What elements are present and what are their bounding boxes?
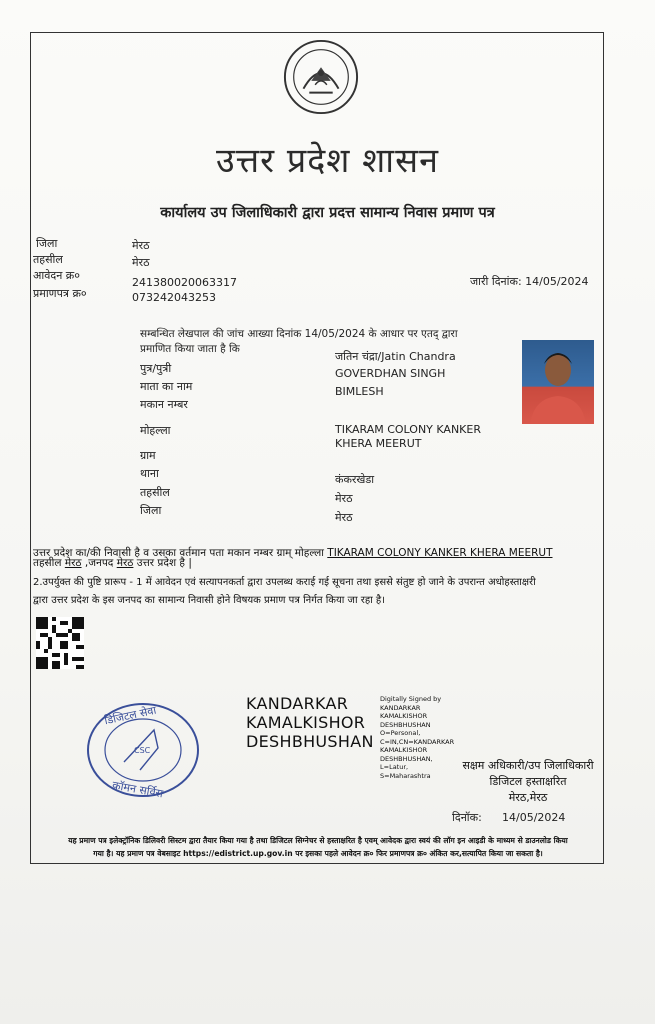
name-value: जतिन चंद्रा/Jatin Chandra xyxy=(335,350,456,363)
confirmation-line-1: 2.उपर्युक्त की पुष्टि प्रारूप - 1 में आवेदन एवं सत्यापनकर्ता द्वारा उपलब्ध कराई गई सूचना तथा इससे संतुष्ट हो जाने के उपरान्त अधोहस्ताक्षरी xyxy=(33,577,536,588)
digital-line: DESHBHUSHAN, xyxy=(380,754,433,763)
signature-date-value: 14/05/2024 xyxy=(502,811,566,824)
applicant-photo-icon xyxy=(522,340,594,424)
district-detail-value: मेरठ xyxy=(335,511,353,524)
signatory-name-line2: KAMALKISHOR xyxy=(246,713,366,732)
confirmation-line-2: द्वारा उत्तर प्रदेश के इस जनपद का सामान्य निवासी होने विषयक प्रमाण पत्र निर्गत किया जा रहा है। xyxy=(33,595,386,606)
digital-line: C=IN,CN=KANDARKAR xyxy=(380,737,455,746)
certificate-no-label: प्रमाणपत्र क्र० xyxy=(33,287,87,300)
state-text: उत्तर प्रदेश है | xyxy=(136,557,192,569)
certificate-subtitle: कार्यालय उप जिलाधिकारी द्वारा प्रदत्त सामान्य निवास प्रमाण पत्र xyxy=(160,205,495,221)
footer-line-1: यह प्रमाण पत्र इलेक्ट्रॉनिक डिलिवरी सिस्टम द्वारा तैयार किया गया है तथा डिजिटल सिग्नेचर से हस्ताक्षरित है एवम् आवेदक द्वारा स्वयं की लॉग इन आइडी के माध्यम से डाउनलोड किया xyxy=(68,836,568,845)
stamp-text-mid: CSC xyxy=(134,746,151,755)
district-value: मेरठ xyxy=(132,239,150,252)
father-label: पुत्र/पुत्री xyxy=(140,362,172,375)
digital-line: KAMALKISHOR xyxy=(380,746,428,754)
digital-line: O=Personal, xyxy=(380,729,421,737)
village-label: ग्राम xyxy=(140,449,156,462)
tehsil-line xyxy=(33,556,603,571)
tehsil-label: तहसील xyxy=(33,253,63,266)
application-no-label: आवेदन क्र० xyxy=(33,269,80,282)
intro-line-1: सम्बन्धित लेखपाल की जांच आख्या दिनांक 14/05/2024 के आधार पर एतद् द्वारा xyxy=(140,328,458,340)
up-government-emblem-icon xyxy=(282,38,360,116)
digital-signature-details xyxy=(380,695,454,780)
mohalla-label: मोहल्ला xyxy=(140,424,171,437)
signatory-name-line1: KANDARKAR xyxy=(246,694,349,713)
digital-line: S=Maharashtra xyxy=(380,771,431,780)
officer-designation: सक्षम अधिकारी/उप जिलाधिकारी xyxy=(462,759,594,772)
qr-code-icon xyxy=(36,616,84,670)
certificate-footer xyxy=(32,834,604,860)
applicant-photo xyxy=(522,340,594,424)
digital-line: KANDARKAR xyxy=(380,703,421,712)
tehsil-value: मेरठ xyxy=(132,256,150,269)
signatory-name xyxy=(246,694,374,751)
tehsil-detail-value: मेरठ xyxy=(335,492,353,505)
stamp-text-bottom: कॉमन सर्विस xyxy=(111,778,165,801)
tehsil-underlined: मेरठ xyxy=(64,557,82,569)
digital-line: KAMALKISHOR xyxy=(380,712,428,720)
intro-line-2: प्रमाणित किया जाता है कि xyxy=(140,343,240,355)
signature-date-label: दिनॉक: xyxy=(452,811,482,824)
digital-line: DESHBHUSHAN xyxy=(380,720,431,729)
house-label: मकान नम्बर xyxy=(140,398,188,411)
mother-value: BIMLESH xyxy=(335,385,384,398)
digital-line: Digitally Signed by xyxy=(380,695,442,703)
district-detail-label: जिला xyxy=(140,504,162,517)
mohalla-value-line1: TIKARAM COLONY KANKER xyxy=(335,423,481,436)
mohalla-value-line2: KHERA MEERUT xyxy=(335,437,422,450)
father-value: GOVERDHAN SINGH xyxy=(335,367,446,380)
district-text: ,जनपद xyxy=(84,557,114,569)
district-underlined: मेरठ xyxy=(116,557,134,569)
footer-line-2: गया है। यह प्रमाण पत्र वेबसाइट https://edistrict.up.gov.in पर इसका पहले आवेदन क्र० फिर प्रमाणपत्र क्र० अंकित कर,सत्यापित किया जा सकता है। xyxy=(93,849,543,858)
mother-label: माता का नाम xyxy=(140,380,193,393)
signatory-name-line3: DESHBHUSHAN xyxy=(246,732,374,751)
issue-date: जारी दिनांक: 14/05/2024 xyxy=(470,275,589,288)
district-label: जिला xyxy=(36,237,58,250)
stamp-text-top: डिजिटल सेवा xyxy=(103,703,158,728)
application-no-value: 241380020063317 xyxy=(132,276,237,289)
address-underlined: TIKARAM COLONY KANKER KHERA MEERUT xyxy=(327,547,553,559)
officer-location: मेरठ,मेरठ xyxy=(508,791,548,804)
page-title: उत्तर प्रदेश शासन xyxy=(216,141,439,181)
tehsil-detail-label: तहसील xyxy=(140,486,170,499)
digital-line: L=Latur, xyxy=(380,763,409,771)
police-value: कंकरखेडा xyxy=(335,473,375,486)
paragraph-prefix: उत्तर प्रदेश का/की निवासी है व उसका वर्तमान पता मकान नम्बर ग्राम् मोहल्ला xyxy=(33,547,324,559)
police-label: थाना xyxy=(140,467,159,480)
tehsil-text: तहसील xyxy=(33,557,62,569)
officer-digital: डिजिटल हस्ताक्षरित xyxy=(489,775,567,788)
certificate-no-value: 073242043253 xyxy=(132,291,216,304)
officer-block xyxy=(458,758,598,806)
